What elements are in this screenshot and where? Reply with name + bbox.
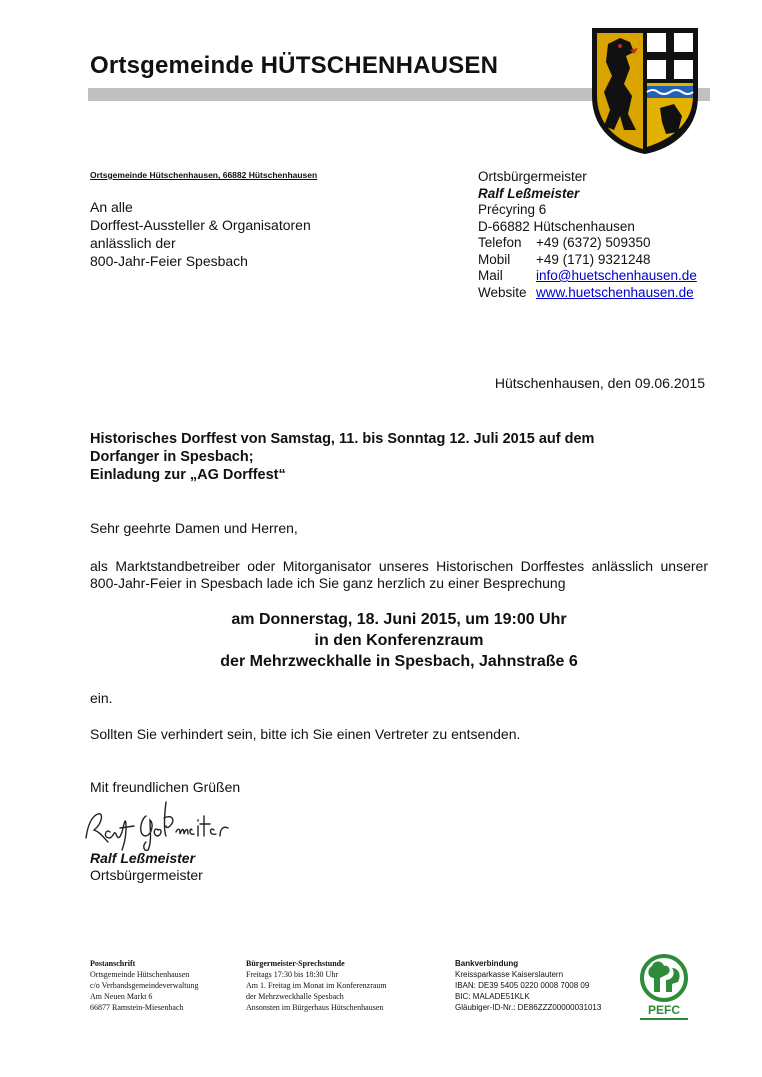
footer-office-hours <box>246 958 387 1013</box>
footer-hours-heading: Bürgermeister-Sprechstunde <box>246 959 345 968</box>
footer-line: c/o Verbandsgemeindeverwaltung <box>90 981 199 990</box>
signatory-name: Ralf Leßmeister <box>90 850 196 866</box>
contact-block <box>478 169 697 301</box>
salutation: Sehr geehrte Damen und Herren, <box>90 520 298 536</box>
subject-line: Einladung zur „AG Dorffest“ <box>90 467 286 483</box>
recipient-line: anlässlich der <box>90 235 176 251</box>
footer-line: Kreissparkasse Kaiserslautern <box>455 970 564 979</box>
signatory-role: Ortsbürgermeister <box>90 867 203 883</box>
pefc-text: PEFC <box>647 1003 681 1017</box>
website-link[interactable]: www.huetschenhausen.de <box>536 284 694 300</box>
footer-line: Am 1. Freitag im Monat im Konferenzraum <box>246 981 387 990</box>
contact-mail-row <box>478 268 697 285</box>
footer-line: IBAN: DE39 5405 0220 0008 7008 09 <box>455 981 590 990</box>
substitute-paragraph: Sollten Sie verhindert sein, bitte ich Sie einen Vertreter zu entsenden. <box>90 726 521 742</box>
footer-line: der Mehrzweckhalle Spesbach <box>246 992 344 1001</box>
footer-line: 66877 Ramstein-Miesenbach <box>90 1003 184 1012</box>
website-label: Website <box>478 284 527 300</box>
sender-address-line: Ortsgemeinde Hütschenhausen, 66882 Hütschenhausen <box>90 170 318 180</box>
contact-role: Ortsbürgermeister <box>478 169 587 184</box>
contact-website-row <box>478 285 697 302</box>
mobile-value: +49 (171) 9321248 <box>536 251 651 267</box>
footer-postal-address <box>90 958 198 1013</box>
footer-bank-heading: Bankverbindung <box>455 959 519 968</box>
mail-link[interactable]: info@huetschenhausen.de <box>536 268 697 283</box>
contact-street: Précyring 6 <box>478 202 547 217</box>
phone-value: +49 (6372) 509350 <box>536 235 651 250</box>
handwritten-signature-icon <box>80 798 250 854</box>
mobile-label: Mobil <box>478 251 511 267</box>
subject-line: Dorfanger in Spesbach; <box>90 449 254 465</box>
coat-of-arms-crest-icon <box>590 26 700 156</box>
closing-greeting: Mit freundlichen Grüßen <box>90 779 241 795</box>
footer-line: Freitags 17:30 bis 18:30 Uhr <box>246 970 338 979</box>
intro-paragraph: als Marktstandbetreiber oder Mitorganisator unseres Historischen Dorffestes anlässlich unserer 800-Jahr-Feier in Spesbach lade ich Sie ganz herzlich zu einer Besprechung <box>90 558 708 591</box>
recipient-address <box>90 198 311 270</box>
recipient-line: 800-Jahr-Feier Spesbach <box>90 253 248 269</box>
contact-phone-row <box>478 235 697 252</box>
municipality-title: Ortsgemeinde HÜTSCHENHAUSEN <box>90 52 499 79</box>
contact-mobile-row <box>478 252 697 269</box>
footer-line: Am Neuen Markt 6 <box>90 992 153 1001</box>
meeting-location: der Mehrzweckhalle in Spesbach, Jahnstraße 6 <box>220 653 578 670</box>
footer-line: Gläubiger-ID-Nr.: DE86ZZZ00000031013 <box>455 1003 602 1012</box>
meeting-room: in den Konferenzraum <box>314 632 484 649</box>
meeting-date: am Donnerstag, 18. Juni 2015, um 19:00 Uhr <box>231 611 567 628</box>
footer-bank-details <box>455 958 601 1013</box>
meeting-details <box>90 609 708 672</box>
footer-line: Ortsgemeinde Hütschenhausen <box>90 970 190 979</box>
letter-date: Hütschenhausen, den 09.06.2015 <box>494 375 705 391</box>
contact-name: Ralf Leßmeister <box>478 185 580 201</box>
subject-line: Historisches Dorffest von Samstag, 11. bis Sonntag 12. Juli 2015 auf dem <box>90 431 595 447</box>
pefc-logo-icon <box>632 952 696 1024</box>
letter-subject <box>90 430 594 484</box>
footer-line: BIC: MALADE51KLK <box>455 992 530 1001</box>
phone-label: Telefon <box>478 235 522 250</box>
recipient-line: Dorffest-Aussteller & Organisatoren <box>90 217 311 233</box>
recipient-line: An alle <box>90 199 133 215</box>
mail-label: Mail <box>478 268 503 283</box>
footer-postal-heading: Postanschrift <box>90 959 136 968</box>
ein-text: ein. <box>90 690 113 706</box>
contact-city: D-66882 Hütschenhausen <box>478 218 635 234</box>
footer-line: Ansonsten im Bürgerhaus Hütschenhausen <box>246 1003 384 1012</box>
